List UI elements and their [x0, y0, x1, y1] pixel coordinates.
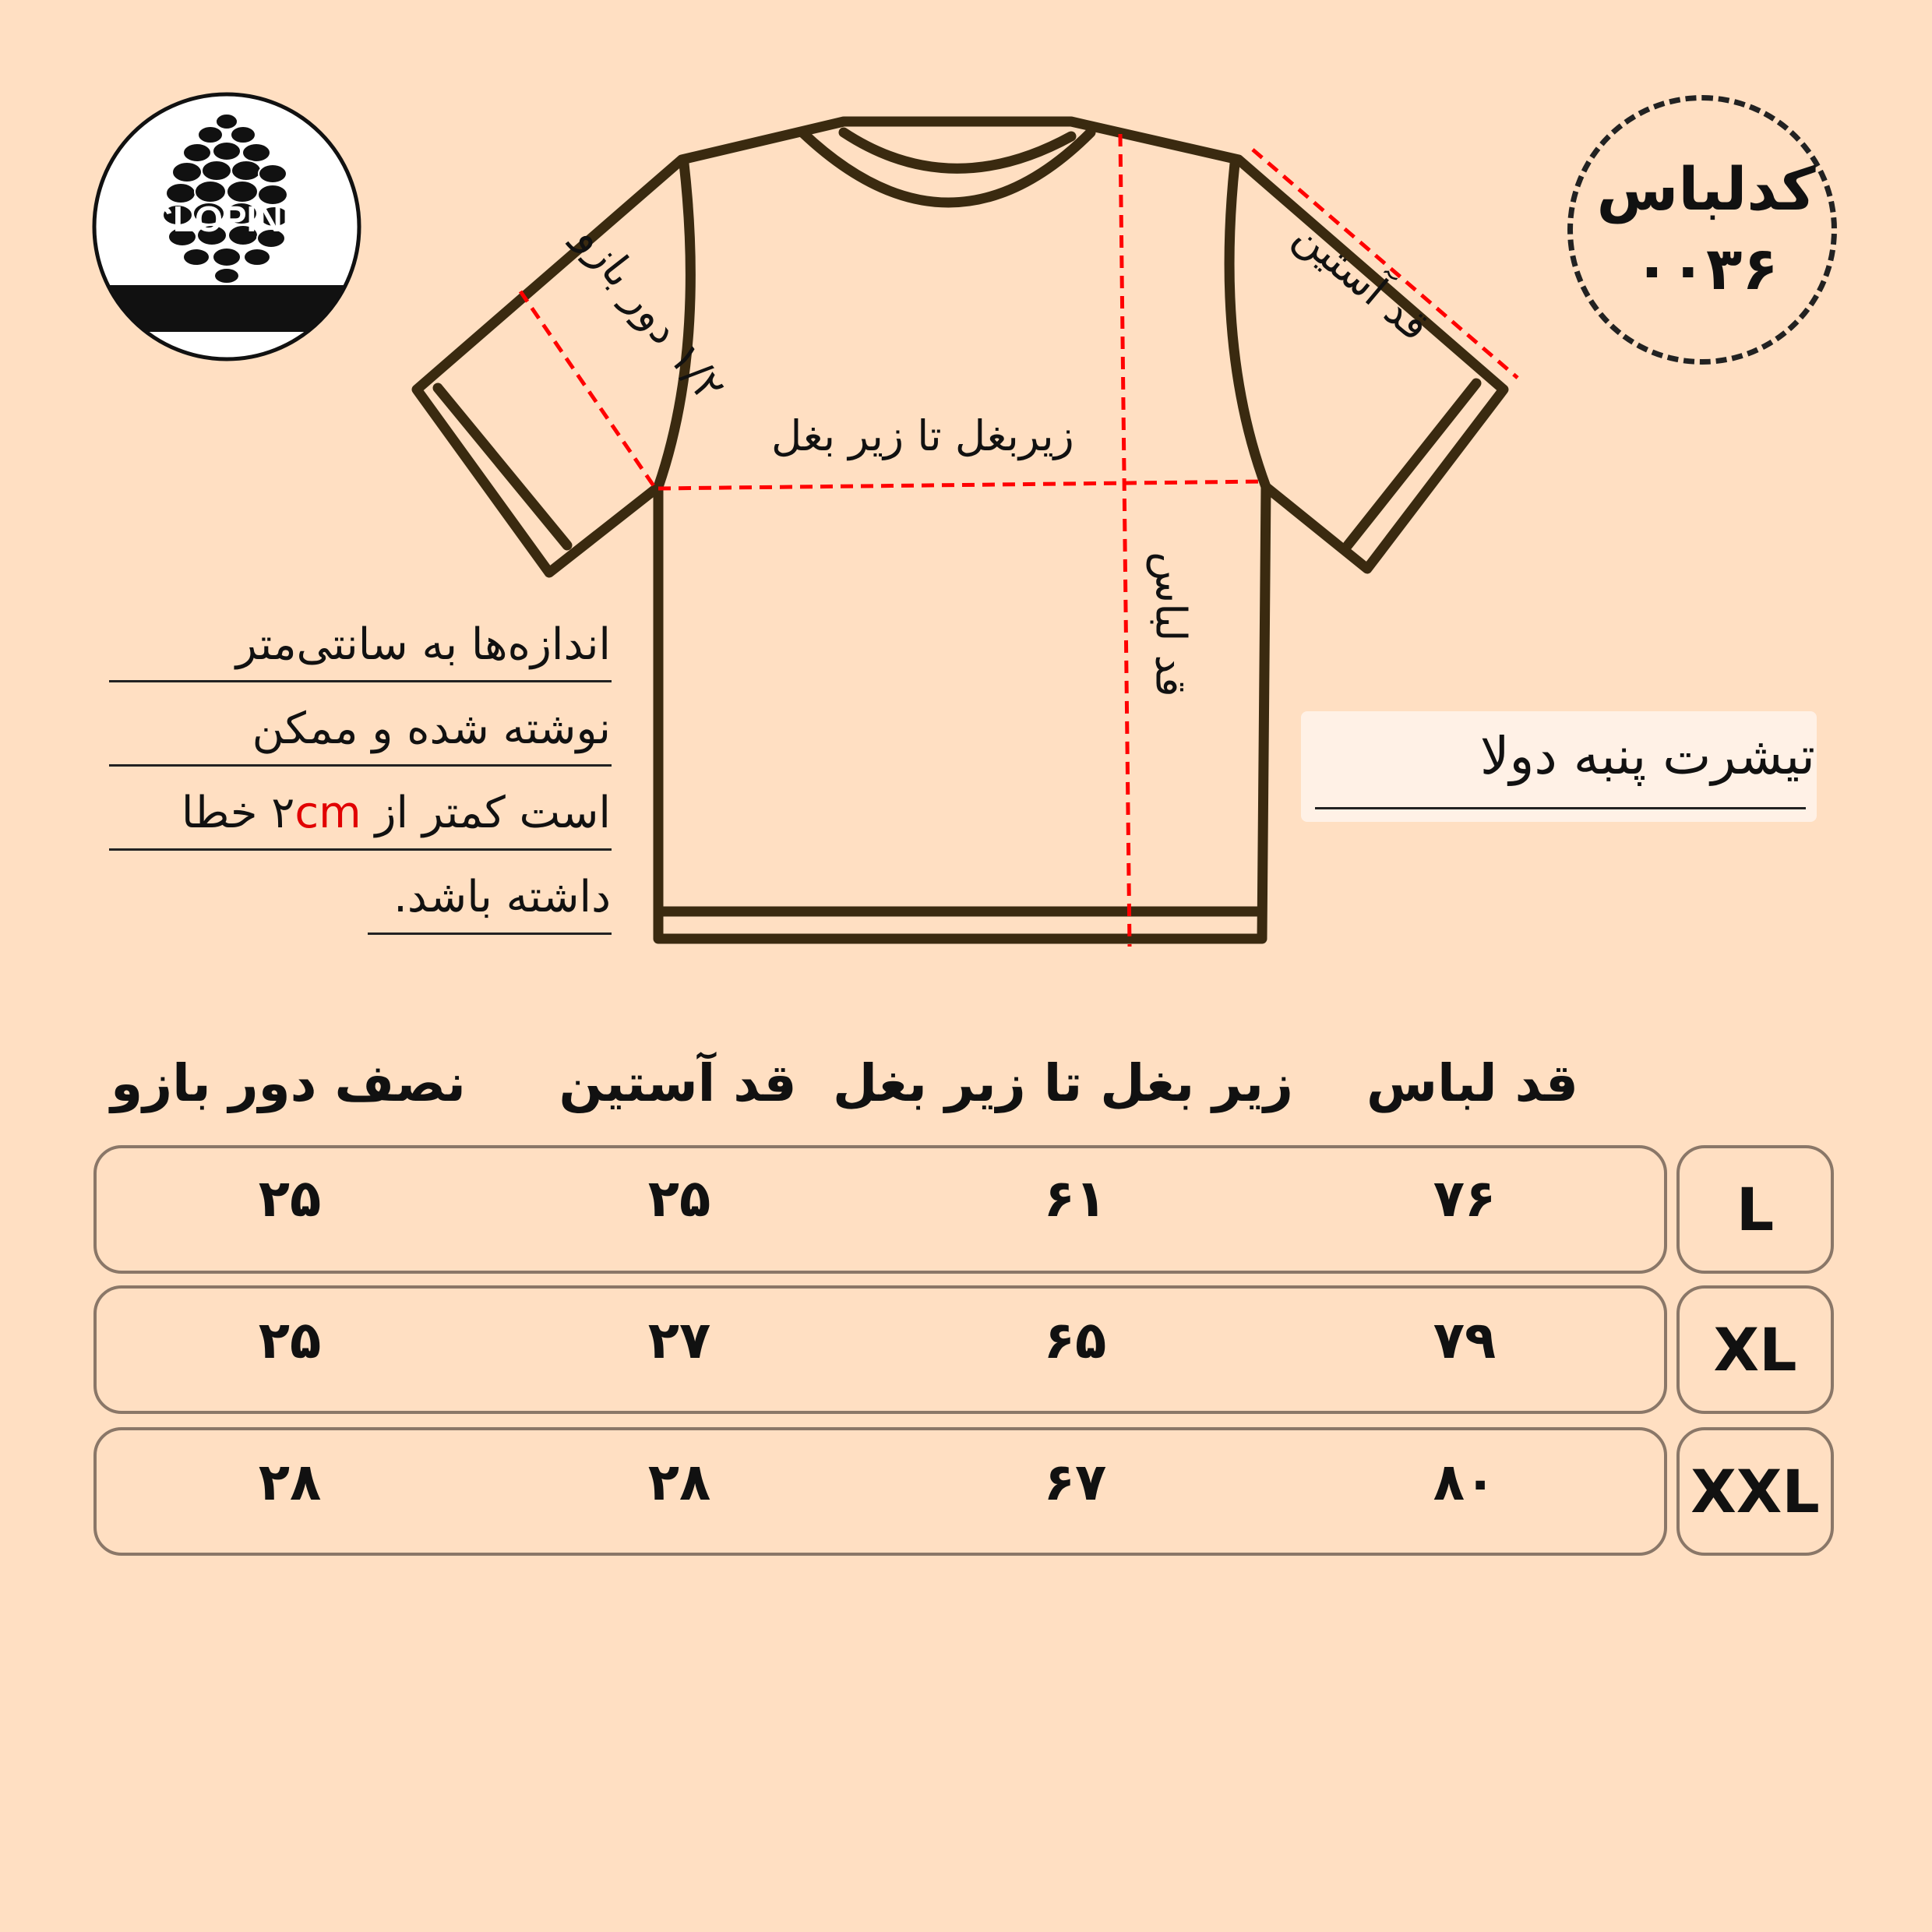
note-line-4: داشته باشد. — [393, 872, 611, 922]
header-length: قد لباس — [1366, 1053, 1578, 1113]
length-measure-line — [1120, 134, 1130, 947]
note-rule — [368, 933, 612, 935]
header-arm: نصف دور بازو — [111, 1053, 466, 1113]
size-cell: XL — [1676, 1285, 1834, 1414]
product-code-badge — [1567, 95, 1837, 365]
chest-annotation: زیربغل تا زیر بغل — [771, 411, 1074, 460]
sleeve-cell: ۲۸ — [647, 1452, 711, 1512]
sleeve-annotation: قد آستین — [1285, 210, 1440, 351]
product-code-label: کدلباس — [1596, 154, 1816, 224]
length-cell: ۷۹ — [1433, 1310, 1497, 1370]
chest-measure-line — [658, 481, 1266, 488]
chest-cell: ۶۵ — [1043, 1310, 1107, 1370]
sleeve-cell: ۲۵ — [647, 1169, 711, 1229]
note-rule — [109, 848, 612, 851]
sleeve-measure-line — [1253, 150, 1518, 378]
product-code-value: ۰۰۳۶ — [1634, 234, 1779, 303]
size-cell: XXL — [1676, 1427, 1834, 1556]
arm-cell: ۲۸ — [258, 1452, 322, 1512]
header-chest: زیر بغل تا زیر بغل — [832, 1053, 1293, 1113]
chest-cell: ۶۷ — [1043, 1452, 1107, 1512]
arm-annotation: ۱/۲ دور بازو — [566, 214, 735, 411]
brand-name: CLOPINE — [146, 199, 307, 239]
chest-cell: ۶۱ — [1043, 1169, 1107, 1229]
sleeve-cell: ۲۷ — [647, 1310, 711, 1370]
length-annotation: قد لباس — [1146, 552, 1196, 697]
unit-highlight: cm — [294, 788, 361, 838]
arm-cell: ۲۵ — [258, 1169, 322, 1229]
header-sleeve: قد آستین — [559, 1053, 797, 1113]
note-line-1: اندازه‌ها به سانتی‌متر — [235, 619, 611, 670]
arm-cell: ۲۵ — [258, 1310, 322, 1370]
product-name-rule — [1315, 807, 1806, 809]
length-cell: ۷۶ — [1433, 1169, 1497, 1229]
note-rule — [109, 764, 612, 767]
length-cell: ۸۰ — [1433, 1452, 1497, 1512]
note-rule — [109, 680, 612, 682]
product-name: تیشرت پنبه دولا — [1479, 726, 1815, 786]
size-cell: L — [1676, 1145, 1834, 1274]
note-line-2: نوشته شده و ممکن — [252, 703, 611, 754]
note-line-3: است کمتر از ۲cm خطا — [181, 788, 611, 838]
